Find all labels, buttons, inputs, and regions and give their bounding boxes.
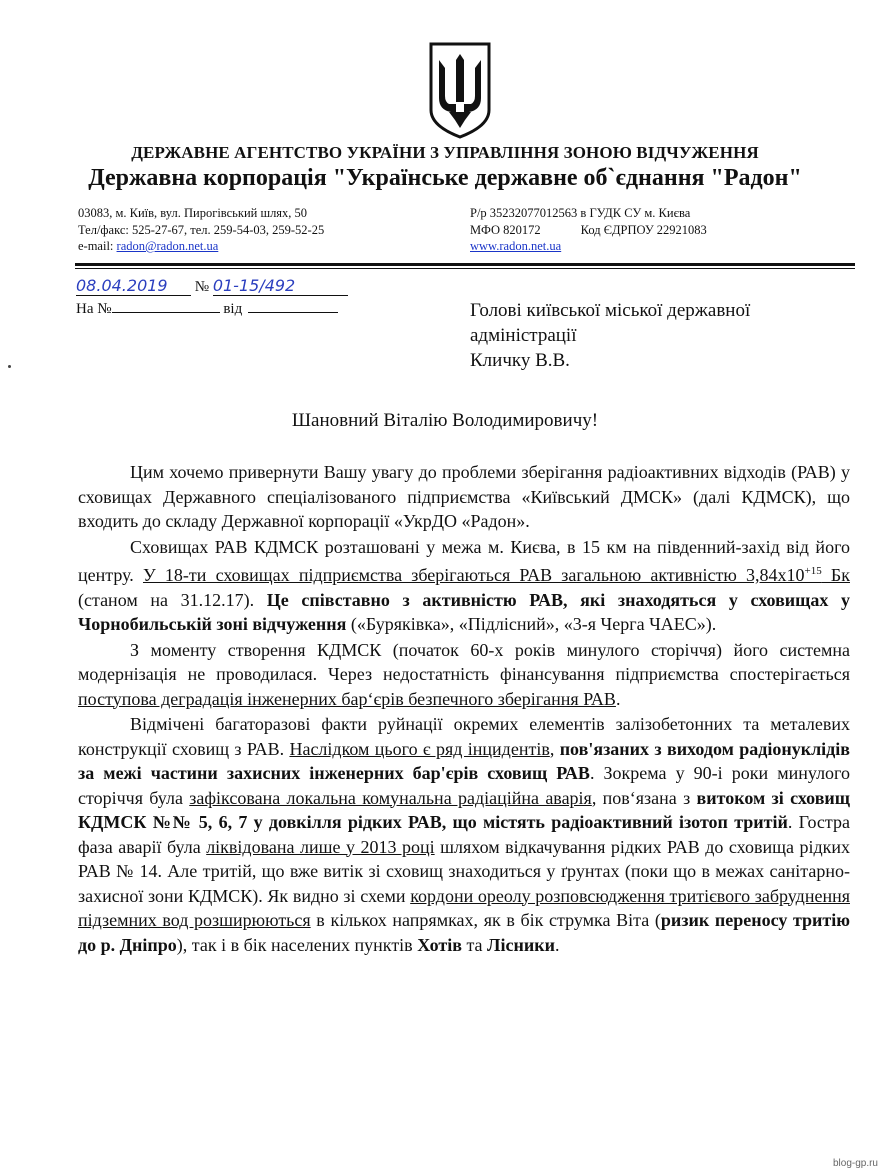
website-link[interactable]: www.radon.net.ua	[470, 239, 562, 253]
watermark: blog-gp.ru	[832, 1158, 878, 1169]
letter-body	[78, 460, 850, 958]
p2-sites: («Буряківка», «Підлісний», «3-я Черга ЧАЕС»).	[346, 614, 717, 634]
recipient-line: Голові київської міської державної	[470, 300, 751, 321]
email-link[interactable]: radon@radon.net.ua	[116, 239, 219, 253]
p2-bold: Це співставно з активністю РАВ, які знаходяться у сховищах у Чорнобильській зоні відчуження	[78, 589, 850, 634]
paragraph-3: З моменту створення КДМСК (початок 60-х років минулого сторіччя) його системна модернізація не проводилася. Через недостатність фінансування підприємства спостерігається поступова деградація інженерних бар‘єрів безпечного зберігання РАВ.	[78, 639, 850, 709]
reference-label: На №	[76, 301, 112, 317]
greeting: Шановний Віталію Володимировичу!	[291, 410, 599, 431]
scan-dot	[8, 365, 11, 368]
p2-underlined: У 18-ти сховищах підприємства зберігаються РАВ загальною активністю $3,84х10^{+15}$ Бк	[142, 565, 850, 585]
number-label: №	[194, 279, 210, 295]
agency-title: ДЕРЖАВНЕ АГЕНТСТВО УКРАЇНИ З УПРАВЛІННЯ ЗОНОЮ ВІДЧУЖЕННЯ	[131, 143, 759, 162]
account-line: Р/р 35232077012563 в ГУДК СУ м. Києва	[470, 206, 691, 220]
bank-block	[470, 205, 707, 255]
codes-line	[470, 222, 707, 239]
exponent: +15	[804, 565, 822, 577]
header-divider	[75, 263, 855, 266]
registration-block	[76, 276, 348, 318]
phone-line: Тел/факс: 525-27-67, тел. 259-54-03, 259-52-25	[78, 222, 325, 237]
header-divider-thin	[75, 268, 855, 269]
trident-emblem-icon	[425, 40, 495, 140]
email-line	[78, 238, 324, 255]
from-blank	[248, 298, 338, 313]
from-label: від	[223, 301, 243, 317]
paragraph-1: Цим хочемо привернути Вашу увагу до проблеми зберігання радіоактивних відходів (РАВ) у сховищах Державного спеціалізованого підприємства «Київський ДМСК» (далі КДМСК), що входить до складу Державної корпорації «УкрДО «Радон».	[78, 462, 850, 531]
edrpou: Код ЄДРПОУ 22921083	[580, 222, 707, 237]
email-label: e-mail:	[78, 239, 117, 253]
recipient-line: адміністрації	[470, 325, 577, 346]
recipient-block	[470, 298, 750, 373]
paragraph-4: Відмічені багаторазові факти руйнації окремих елементів залізобетонних та металевих конструкції сховищ з РАВ. Наслідком цього є ряд інцидентів, пов'язаних з виходом радіонуклідів за межі частини захисних інженерних бар'єрів сховищ РАВ. Зокрема у 90-і роки минулого сторіччя була зафіксована локальна комунальна радіаційна аварія, пов‘язана з витоком зі сховищ КДМСК №№ 5, 6, 7 у довкілля рідких РАВ, що містять радіоактивний ізотоп тритій. Гостра фаза аварії була ліквідована лише у 2013 році шляхом відкачування рідких РАВ до сховища рідких РАВ № 14. Але тритій, що вже витік зі сховищ знаходиться у ґрунтах (поки що в межах санітарно-захисної зони КДМСК). Як видно зі схеми кордони ореолу розповсюдження тритієвого забруднення підземних вод розширюються в кількох напрямках, як в бік струмка Віта (ризик переносу тритію до р. Дніпро), так і в бік населених пунктів Хотів та Лісники.	[78, 714, 851, 955]
p3-underlined: поступова деградація інженерних бар‘єрів безпечного зберігання РАВ	[78, 688, 616, 709]
p2-date: (станом на 31.12.17).	[78, 589, 267, 610]
outgoing-date: 08.04.2019	[76, 276, 191, 296]
contact-block	[78, 205, 324, 255]
mfo: МФО 820172	[470, 222, 541, 237]
outgoing-number: 01-15/492	[213, 276, 348, 296]
paragraph-2	[78, 535, 850, 637]
corporation-title: Державна корпорація "Українське державне об`єднання "Радон"	[88, 165, 802, 191]
address-line: 03083, м. Київ, вул. Пирогівський шлях, 50	[78, 206, 308, 220]
reference-blank	[112, 298, 220, 313]
recipient-line: Кличку В.В.	[470, 350, 570, 371]
p2-text: Сховищах РАВ КДМСК розташовані у межа м. Києва, в 15 км на південний-захід від його центру.	[78, 536, 850, 585]
